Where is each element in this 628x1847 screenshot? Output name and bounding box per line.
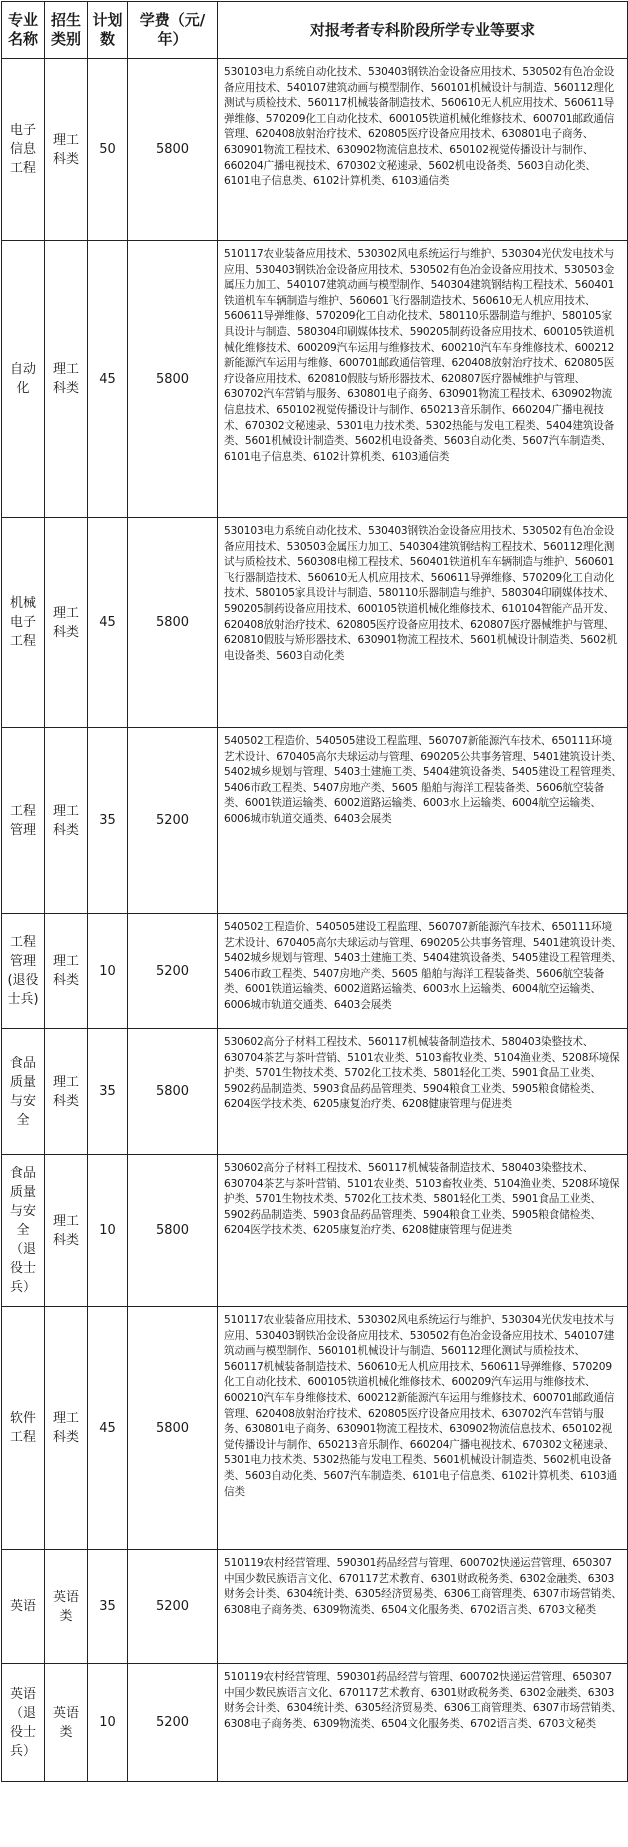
major-cell: 工程管理(退役士兵): [2, 914, 45, 1029]
table-row: [2, 1664, 628, 1782]
table-row: [2, 518, 628, 728]
plan-cell: 45: [88, 518, 128, 728]
major-cell: 工程管理: [2, 728, 45, 914]
plan-cell: 10: [88, 914, 128, 1029]
major-cell: 英语: [2, 1550, 45, 1664]
header-plan: 计划数: [88, 2, 128, 59]
major-cell: 电子信息工程: [2, 59, 45, 241]
requirements-cell: 510119农村经营管理、590301药品经营与管理、600702快递运营管理、650307中国少数民族语言文化、670117艺术教育、6301财政税务类、6302金融类、6303财务会计类、6304统计类、6305经济贸易类、6306工商管理类、6307市场营销类、6308电子商务类、6309物流类、6504文化服务类、6702语言类、6703文秘类: [218, 1550, 628, 1664]
table-row: [2, 1550, 628, 1664]
category-cell: 理工科类: [45, 1307, 88, 1550]
category-cell: 理工科类: [45, 518, 88, 728]
tuition-cell: 5800: [128, 1029, 218, 1155]
tuition-cell: 5200: [128, 914, 218, 1029]
major-cell: 软件工程: [2, 1307, 45, 1550]
plan-cell: 45: [88, 1307, 128, 1550]
tuition-cell: 5200: [128, 728, 218, 914]
requirements-cell: 530602高分子材料工程技术、560117机械装备制造技术、580403染整技术、630704茶艺与茶叶营销、5101农业类、5103畜牧业类、5104渔业类、5208环境保护类、5701生物技术类、5702化工技术类、5801轻化工类、5901食品工业类、5902药品制造类、5903食品药品管理类、5904粮食工业类、5905粮食储检类、6204医学技术类、6205康复治疗类、6208健康管理与促进类: [218, 1029, 628, 1155]
plan-cell: 10: [88, 1664, 128, 1782]
major-cell: 机械电子工程: [2, 518, 45, 728]
tuition-cell: 5800: [128, 241, 218, 518]
requirements-cell: 540502工程造价、540505建设工程监理、560707新能源汽车技术、650111环境艺术设计、670405高尔夫球运动与管理、690205公共事务管理、5401建筑设计类、5402城乡规划与管理、5403土建施工类、5404建筑设备类、5405建设工程管理类、5406市政工程类、5407房地产类、5605 船舶与海洋工程装备类、5606航空装备类、6001铁道运输类、6002道路运输类、6003水上运输类、6004航空运输类、6006城市轨道交通类、6403会展类: [218, 914, 628, 1029]
header-requirements: 对报考者专科阶段所学专业等要求: [218, 2, 628, 59]
category-cell: 英语类: [45, 1550, 88, 1664]
plan-cell: 45: [88, 241, 128, 518]
major-cell: 食品质量与安全: [2, 1029, 45, 1155]
table-row: [2, 728, 628, 914]
plan-cell: 10: [88, 1155, 128, 1307]
enrollment-table: [1, 1, 628, 1782]
tuition-cell: 5800: [128, 1155, 218, 1307]
requirements-cell: 510119农村经营管理、590301药品经营与管理、600702快递运营管理、650307中国少数民族语言文化、670117艺术教育、6301财政税务类、6302金融类、6303财务会计类、6304统计类、6305经济贸易类、6306工商管理类、6307市场营销类、6308电子商务类、6309物流类、6504文化服务类、6702语言类、6703文秘类: [218, 1664, 628, 1782]
header-row: [2, 2, 628, 59]
requirements-cell: 510117农业装备应用技术、530302风电系统运行与维护、530304光伏发电技术与应用、530403钢铁冶金设备应用技术、530502有色冶金设备应用技术、540107建筑动画与模型制作、560101机械设计与制造、560112理化测试与质检技术、560117机械装备制造技术、560610无人机应用技术、560611导弹维修、570209化工自动化技术、600105铁道机械化维修技术、600209汽车运用与维修技术、600210汽车车身维修技术、600212新能源汽车运用与维修技术、600701邮政通信管理、620408放射治疗技术、620805医疗设备应用技术、630702汽车营销与服务、630801电子商务、630901物流工程技术、630902物流信息技术、650102视觉传播设计与制作、650213音乐制作、660204广播电视技术、670302文秘速录、5301电力技术类、5302热能与发电工程类、5601机械设计制造类、5602机电设备类、5603自动化类、5607汽车制造类、6101电子信息类、6102计算机类、6103通信类: [218, 1307, 628, 1550]
requirements-cell: 530103电力系统自动化技术、530403钢铁冶金设备应用技术、530502有色冶金设备应用技术、540107建筑动画与模型制作、560101机械设计与制造、560112理化测试与质检技术、560117机械装备制造技术、560610无人机应用技术、560611导弹维修、570209化工自动化技术、600105铁道机械化维修技术、600701邮政通信管理、620408放射治疗技术、620805医疗设备应用技术、630801电子商务、630901物流工程技术、630902物流信息技术、650102视觉传播设计与制作、660204广播电视技术、670302文秘速录、5602机电设备类、5603自动化类、6101电子信息类、6102计算机类、6103通信类: [218, 59, 628, 241]
category-cell: 英语类: [45, 1664, 88, 1782]
plan-cell: 35: [88, 1550, 128, 1664]
tuition-cell: 5800: [128, 59, 218, 241]
category-cell: 理工科类: [45, 914, 88, 1029]
category-cell: 理工科类: [45, 241, 88, 518]
requirements-cell: 530103电力系统自动化技术、530403钢铁冶金设备应用技术、530502有色冶金设备应用技术、530503金属压力加工、540304建筑钢结构工程技术、560112理化测试与质检技术、560308电梯工程技术、560401铁道机车车辆制造与维护、560601飞行器制造技术、560610无人机应用技术、560611导弹维修、570209化工自动化技术、580105家具设计与制造、580110乐器制造与维护、580304印刷媒体技术、590205制药设备应用技术、600105铁道机械化维修技术、610104智能产品开发、620408放射治疗技术、620805医疗设备应用技术、620807医疗器械维护与管理、620810假肢与矫形器技术、630901物流工程技术、5601机械设计制造类、5602机电设备类、5603自动化类: [218, 518, 628, 728]
category-cell: 理工科类: [45, 1029, 88, 1155]
category-cell: 理工科类: [45, 728, 88, 914]
tuition-cell: 5800: [128, 518, 218, 728]
table-row: [2, 241, 628, 518]
plan-cell: 35: [88, 1029, 128, 1155]
table-row: [2, 1155, 628, 1307]
requirements-cell: 510117农业装备应用技术、530302风电系统运行与维护、530304光伏发电技术与应用、530403钢铁冶金设备应用技术、530502有色冶金设备应用技术、530503金属压力加工、540107建筑动画与模型制作、540304建筑钢结构工程技术、560401铁道机车车辆制造与维护、560601飞行器制造技术、560610无人机应用技术、560611导弹维修、570209化工自动化技术、580110乐器制造与维护、580105家具设计与制造、580304印刷媒体技术、590205制药设备应用技术、600105铁道机械化维修技术、600209汽车运用与维修技术、600210汽车车身维修技术、600212新能源汽车运用与维修、600701邮政通信管理、620408放射治疗技术、620805医疗设备应用技术、620810假肢与矫形器技术、620807医疗器械维护与管理、630702汽车营销与服务、630801电子商务、630901物流工程技术、630902物流信息技术、650102视觉传播设计与制作、650213音乐制作、660204广播电视技术、670302文秘速录、5301电力技术类、5302热能与发电工程类、5404建筑设备类、5601机械设计制造类、5602机电设备类、5603自动化类、5607汽车制造类、6101电子信息类、6102计算机类、6103通信类: [218, 241, 628, 518]
category-cell: 理工科类: [45, 1155, 88, 1307]
major-cell: 英语（退役士兵）: [2, 1664, 45, 1782]
plan-cell: 35: [88, 728, 128, 914]
requirements-cell: 540502工程造价、540505建设工程监理、560707新能源汽车技术、650111环境艺术设计、670405高尔夫球运动与管理、690205公共事务管理、5401建筑设计类、5402城乡规划与管理、5403土建施工类、5404建筑设备类、5405建设工程管理类、5406市政工程类、5407房地产类、5605 船舶与海洋工程装备类、5606航空装备类、6001铁道运输类、6002道路运输类、6003水上运输类、6004航空运输类、6006城市轨道交通类、6403会展类: [218, 728, 628, 914]
header-major: 专业名称: [2, 2, 45, 59]
major-cell: 食品质量与安全（退役士兵）: [2, 1155, 45, 1307]
tuition-cell: 5200: [128, 1664, 218, 1782]
table-row: [2, 914, 628, 1029]
table-row: [2, 59, 628, 241]
tuition-cell: 5200: [128, 1550, 218, 1664]
header-tuition: 学费（元/年）: [128, 2, 218, 59]
tuition-cell: 5800: [128, 1307, 218, 1550]
requirements-cell: 530602高分子材料工程技术、560117机械装备制造技术、580403染整技术、630704茶艺与茶叶营销、5101农业类、5103畜牧业类、5104渔业类、5208环境保护类、5701生物技术类、5702化工技术类、5801轻化工类、5901食品工业类、5902药品制造类、5903食品药品管理类、5904粮食工业类、5905粮食储检类、6204医学技术类、6205康复治疗类、6208健康管理与促进类: [218, 1155, 628, 1307]
major-cell: 自动化: [2, 241, 45, 518]
header-category: 招生类别: [45, 2, 88, 59]
table-row: [2, 1029, 628, 1155]
table-row: [2, 1307, 628, 1550]
plan-cell: 50: [88, 59, 128, 241]
category-cell: 理工科类: [45, 59, 88, 241]
